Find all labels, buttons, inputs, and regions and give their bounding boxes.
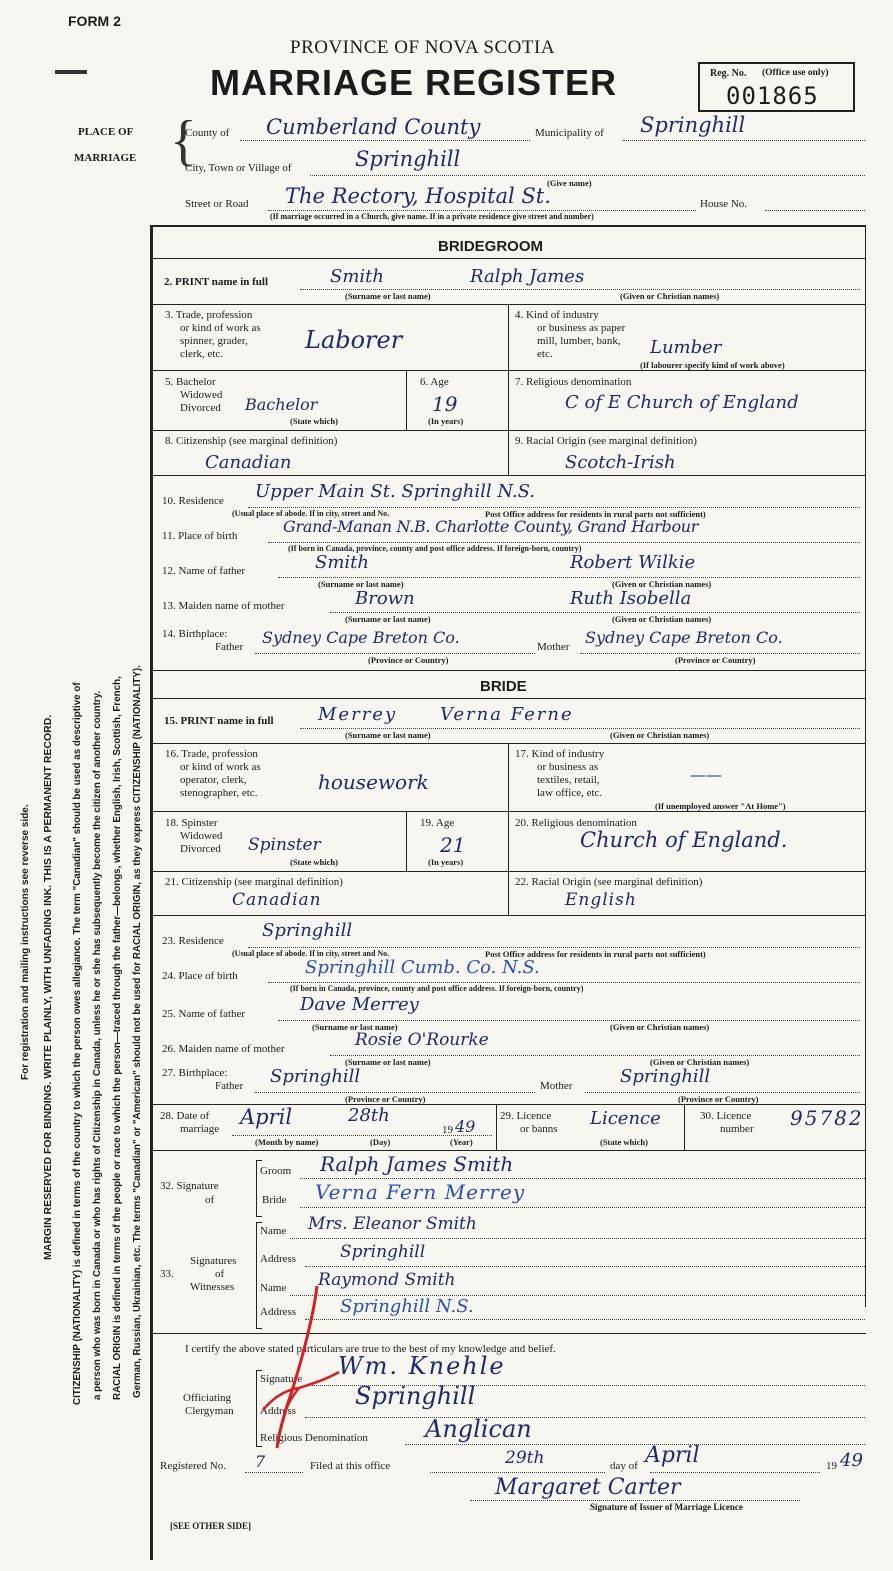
reg-no-label: Reg. No.: [710, 68, 747, 79]
bride-citizenship-label: 21. Citizenship (see marginal definition): [165, 876, 343, 888]
bride-trade-label: 16. Trade, profession: [165, 748, 258, 760]
groom-father-label: 12. Name of father: [162, 565, 246, 577]
street-note: (If marriage occurred in a Church, give name. If in a private residence give street and number): [270, 212, 594, 221]
margin-racial-2: German, Russian, Ukrainian, etc. The terms "Canadian" or "American" should not be used for RACIAL ORIGIN, as they express CITIZENSHIP (NATIONALITY).: [132, 665, 143, 1398]
margin-racial-1: RACIAL ORIGIN is defined in terms of the people or race to which the person—traced through the father—belongs, whether English, Irish, Scottish, French,: [112, 676, 123, 1400]
signature-label: 32. Signature: [160, 1180, 219, 1192]
clergy-address: Springhill: [355, 1382, 476, 1410]
see-other-side: [SEE OTHER SIDE]: [170, 1521, 252, 1531]
groom-parents-birthplace-label: 14. Birthplace:: [162, 628, 228, 640]
groom-mother-given: Ruth Isobella: [570, 588, 692, 609]
groom-mother-birthplace: Sydney Cape Breton Co.: [585, 628, 783, 647]
marriage-register-page: FORM 2 PROVINCE OF NOVA SCOTIA MARRIAGE REGISTER Reg. No. (Office use only) 001865 PLACE OF MARRIAGE { County of Cumberland County Municipality of Springhill City, Town or Village of Springhill (Give name) Street or Road The Rectory, Hospital St. House No. (If marriage occurred in a Church, give name. If in a private residence give street and number) For registration and mailing instructions see reverse side. MARGIN RESERVED FOR BINDING. WRITE PLAINLY, WITH UNFADING INK. THIS IS A PERMANENT RECORD. CITIZENSHIP (NATIONALITY) is defined in terms of the country to which the person owes allegiance. The term "Canadian" should be used as descriptive of a person who was born in Canada or who has rights of Citizenship in Canada, unless he or she has subsequently become the citizen of another country. RACIAL ORIGIN is defined in terms of the people or race to which the person—traced through the father—belongs, whether English, Irish, Scottish, French, German, Russian, Ukrainian, etc. The terms "Canadian" or "American" should not be used for RACIAL ORIGIN, as they express CITIZENSHIP (NATIONALITY). BRIDEGROOM 2. PRINT name in full Smith Ralph James (Surname or last name) (Given or Christian names) 3. Trade, profession or kind of work as spinner, grader, clerk, etc. Laborer 4. Kind of industry or business as paper mill, lumber, bank, etc. Lumber (If labourer specify kind of work above) 5. Bachelor Widowed Divorced Bachelor (State which) 6. Age 19 (In years) 7. Religious denomination C of E Church of England 8. Citizenship (see marginal definition) Canadian 9. Racial Origin (see marginal definition) Scotch-Irish 10. Residence Upper Main St. Springhill N.S. (Usual place of abode. If in city, street and No. Post Office address for residents in rural parts not sufficient) 11. Place of birth Grand-Manan N.B. Charlotte County, Grand Harbour (If born in Canada, province, county and post office address. If foreign-born, country) 12. Name of father Smith Robert Wilkie (Surname or last name) (Given or Christian names) 13. Maiden name of mother Brown Ruth Isobella (Surname or last name) (Given or Christian names) 14. Birthplace: Father Sydney Cape Breton Co. (Province or Country) Mother Sydney Cape Breton Co. (Province or Country) BRIDE 15. PRINT name in full Merrey Verna Ferne (Surname or last name) (Given or Christian names) 16. Trade, profession or kind of work as operator, clerk, stenographer, etc. housework 17. Kind of industry or business as textiles, retail, law office, etc. —— (If unemployed answer "At Home") 18. Spinster Widowed Divorced Spinster (State which) 19. Age 21 (In years) 20. Religious denomination Church of England. 21. Citizenship (see marginal definition) Canadian 22. Racial Origin (see marginal definition) English 23. Residence Springhill (Usual place of abode. If in city, street and No. Post Office address for residents in rural parts not sufficient) 24. Place of birth Springhill Cumb. Co. N.S. (If born in Canada, province, county and post office address. If foreign-born, country) 25. Name of father Dave Merrey (Surname or last name) (Given or Christian names) 26. Maiden name of mother Rosie O'Rourke (Surname or last name) (Given or Christian names) 27. Birthplace: Father Springhill (Province or Country) Mother Springhill (Province or Country) 28. Date of marriage April 28th 19 49 (Month by name) (Day) (Year) 29. Licence or banns Licence (State which) 30. Licence number 95782 32. Signature of Groom Ralph James Smith Bride Verna Fern Merrey Signatures 33. of Witnesses Name Mrs. Eleanor Smith Address Springhill Name Raymond Smith Address Springhill N.S. I certify the above stated particulars are true to the best of my knowledge and belief. Officiating Clergyman Signature Wm. Knehle Address Springhill Religious Denomination Anglican Registered No. 7 Filed at this office 29th day of April 19 49 Margaret Carter Signature of Issuer of Marriage Licence [SEE OTHER SIDE]: [0, 0, 893, 1571]
bride-industry-label: 17. Kind of industry: [515, 748, 605, 760]
groom-age: 19: [432, 392, 458, 416]
city-label: City, Town or Village of: [185, 162, 292, 174]
witness2-address-label: Address: [260, 1306, 297, 1318]
house-no-label: House No.: [700, 198, 748, 210]
office-use-label: (Office use only): [762, 68, 829, 78]
clergy-denomination: Anglican: [425, 1415, 532, 1443]
groom-status-label: 5. Bachelor: [165, 376, 216, 388]
top-left-mark: [55, 70, 87, 74]
bride-mother-birthplace: Springhill: [620, 1066, 711, 1087]
licence-number-value: 95782: [790, 1106, 864, 1130]
margin-citizenship-2: a person who was born in Canada or who has rights of Citizenship in Canada, unless he or she has subsequently become the citizen of another country.: [92, 690, 103, 1400]
groom-mother-surname: Brown: [355, 588, 415, 609]
groom-industry: Lumber: [650, 337, 722, 358]
bride-surname: Merrey: [318, 704, 398, 725]
place-of-label: PLACE OF: [78, 126, 134, 138]
licence-banns-value: Licence: [590, 1108, 661, 1129]
bride-racial-label: 22. Racial Origin (see marginal definition): [515, 876, 703, 888]
margin-warning: MARGIN RESERVED FOR BINDING. WRITE PLAINLY, WITH UNFADING INK. THIS IS A PERMANENT RECORD.: [42, 714, 54, 1260]
groom-given-hint: (Given or Christian names): [620, 291, 720, 301]
groom-residence-label: 10. Residence: [162, 495, 224, 507]
municipality-value: Springhill: [640, 113, 746, 137]
groom-industry-hint: (If labourer specify kind of work above): [640, 360, 785, 370]
bride-father-label: 25. Name of father: [162, 1008, 246, 1020]
marriage-label: MARRIAGE: [74, 152, 137, 164]
clergy-denomination-label: Religious Denomination: [260, 1432, 368, 1444]
bride-given: Verna Ferne: [440, 704, 574, 725]
marriage-date-label: 28. Date of: [160, 1110, 210, 1122]
witnesses-label: Signatures: [190, 1255, 237, 1267]
place-brace: {: [170, 110, 197, 172]
bride-residence-label: 23. Residence: [162, 935, 224, 947]
filed-day: 29th: [505, 1448, 545, 1468]
bride-mother-label: 26. Maiden name of mother: [162, 1043, 285, 1055]
registered-no-value: 7: [255, 1452, 266, 1471]
form-number: FORM 2: [68, 13, 121, 29]
street-value: The Rectory, Hospital St.: [285, 184, 551, 208]
officiating-clergyman-label: Officiating: [183, 1392, 232, 1404]
street-label: Street or Road: [185, 198, 249, 210]
groom-industry-label: 4. Kind of industry: [515, 309, 599, 321]
bridegroom-heading: BRIDEGROOM: [438, 238, 543, 255]
bride-signature: Verna Fern Merrey: [315, 1180, 526, 1204]
province-heading: PROVINCE OF NOVA SCOTIA: [290, 37, 556, 58]
witness2-name: Raymond Smith: [318, 1270, 456, 1290]
groom-status: Bachelor: [245, 395, 318, 414]
bride-birthplace: Springhill Cumb. Co. N.S.: [305, 957, 540, 978]
page-title: MARRIAGE REGISTER: [210, 62, 618, 103]
bride-religion: Church of England.: [580, 828, 788, 852]
groom-trade: Laborer: [305, 326, 403, 354]
bride-industry: ——: [690, 765, 722, 784]
groom-birthplace-label: 11. Place of birth: [162, 530, 238, 542]
groom-father-given: Robert Wilkie: [570, 552, 696, 573]
bride-father: Dave Merrey: [300, 994, 419, 1015]
bride-parents-birthplace-label: 27. Birthplace:: [162, 1067, 228, 1079]
bride-age-label: 19. Age: [420, 817, 455, 829]
margin-citizenship-1: CITIZENSHIP (NATIONALITY) is defined in terms of the country to which the person owes allegiance. The term "Canadian" should be used as descriptive of: [72, 682, 83, 1405]
groom-religion-label: 7. Religious denomination: [515, 376, 632, 388]
bride-citizenship: Canadian: [232, 890, 322, 910]
groom-residence: Upper Main St. Springhill N.S.: [255, 481, 536, 502]
licence-number-label: 30. Licence: [700, 1110, 752, 1122]
bride-name-label: 15. PRINT name in full: [164, 715, 274, 727]
red-checkmark: [255, 1280, 345, 1455]
bride-birthplace-label: 24. Place of birth: [162, 970, 238, 982]
bride-father-birthplace: Springhill: [270, 1066, 361, 1087]
witness2-name-label: Name: [260, 1282, 287, 1294]
county-value: Cumberland County: [266, 115, 481, 139]
bride-age: 21: [440, 833, 466, 857]
bride-religion-label: 20. Religious denomination: [515, 817, 637, 829]
groom-trade-label: 3. Trade, profession: [165, 309, 253, 321]
groom-citizenship-label: 8. Citizenship (see marginal definition): [165, 435, 338, 447]
municipality-label: Municipality of: [535, 127, 604, 139]
groom-birthplace: Grand-Manan N.B. Charlotte County, Grand Harbour: [283, 517, 699, 536]
licence-banns-label: 29. Licence: [500, 1110, 552, 1122]
filed-label: Filed at this office: [310, 1460, 391, 1472]
clergy-signature: Wm. Knehle: [338, 1352, 506, 1380]
reg-no-value: 001865: [726, 82, 819, 110]
issuer-signature: Margaret Carter: [495, 1475, 681, 1500]
marriage-year: 49: [455, 1117, 476, 1136]
groom-religion: C of E Church of England: [565, 392, 799, 413]
marriage-day: 28th: [348, 1105, 390, 1126]
groom-mother-label: 13. Maiden name of mother: [162, 600, 285, 612]
marriage-month: April: [240, 1105, 293, 1129]
filed-year: 49: [840, 1450, 863, 1471]
margin-instructions: For registration and mailing instructions see reverse side.: [20, 804, 31, 1080]
county-label: County of: [185, 127, 230, 139]
witness1-name-label: Name: [260, 1225, 287, 1237]
groom-racial: Scotch-Irish: [565, 452, 676, 473]
groom-signature: Ralph James Smith: [320, 1152, 514, 1176]
groom-racial-label: 9. Racial Origin (see marginal definition): [515, 435, 697, 447]
give-name-hint: (Give name): [547, 178, 592, 188]
certification-statement: I certify the above stated particulars are true to the best of my knowledge and belief.: [185, 1343, 556, 1355]
groom-surname: Smith: [330, 266, 384, 287]
issuer-label: Signature of Issuer of Marriage Licence: [590, 1502, 743, 1512]
bride-racial: English: [565, 890, 637, 910]
clergy-address-label: Address: [260, 1405, 297, 1417]
city-value: Springhill: [355, 147, 461, 171]
groom-age-label: 6. Age: [420, 376, 449, 388]
reg-no-box: [698, 62, 855, 112]
bride-mother: Rosie O'Rourke: [355, 1030, 489, 1050]
groom-name-label: 2. PRINT name in full: [164, 276, 269, 288]
bride-residence: Springhill: [262, 920, 353, 941]
groom-citizenship: Canadian: [205, 452, 292, 473]
witness1-address: Springhill: [340, 1242, 426, 1262]
witness2-address: Springhill N.S.: [340, 1296, 474, 1317]
bride-status: Spinster: [248, 835, 321, 855]
groom-father-birthplace: Sydney Cape Breton Co.: [262, 628, 460, 647]
bride-signature-label: Bride: [262, 1194, 287, 1206]
groom-father-surname: Smith: [315, 552, 369, 573]
witness1-name: Mrs. Eleanor Smith: [308, 1214, 477, 1234]
bride-heading: BRIDE: [480, 678, 527, 695]
groom-surname-hint: (Surname or last name): [345, 291, 431, 301]
bride-status-label: 18. Spinster: [165, 817, 218, 829]
groom-signature-label: Groom: [260, 1165, 292, 1177]
bride-trade: housework: [318, 770, 429, 794]
groom-given: Ralph James: [470, 266, 585, 287]
filed-month: April: [645, 1443, 700, 1468]
clergy-signature-label: Signature: [260, 1373, 303, 1385]
registered-no-label: Registered No.: [160, 1460, 226, 1472]
witness1-address-label: Address: [260, 1253, 297, 1265]
